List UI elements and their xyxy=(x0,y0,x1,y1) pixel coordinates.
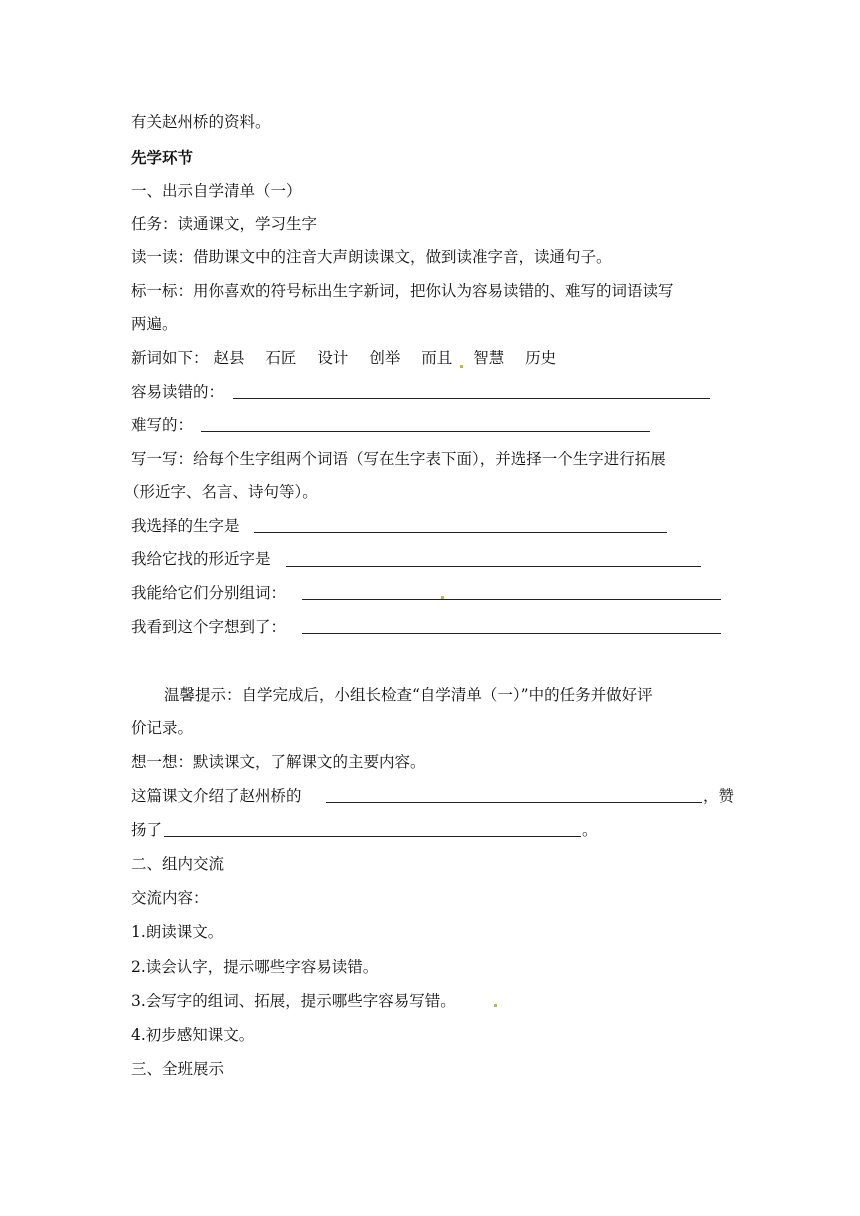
text-line: 三、全班展示 xyxy=(131,1060,225,1078)
word: 智慧 xyxy=(473,349,505,367)
section-heading: 先学环节 xyxy=(131,149,194,167)
text-line: 容易读错的： xyxy=(131,383,225,401)
text-line: 温馨提示：自学完成后，小组长检查“自学清单（一）”中的任务并做好评 xyxy=(164,686,653,704)
answer-blank[interactable] xyxy=(302,633,721,634)
text-line: 有关赵州桥的资料。 xyxy=(131,113,271,131)
answer-blank[interactable] xyxy=(302,599,721,600)
word: 而且 xyxy=(421,349,453,367)
text-line: 交流内容： xyxy=(131,889,209,907)
text-line: 我选择的生字是 xyxy=(131,517,240,535)
new-words-label: 新词如下： xyxy=(131,349,209,367)
list-item: 3.会写字的组词、拓展，提示哪些字容易写错。 xyxy=(131,992,456,1010)
answer-blank[interactable] xyxy=(286,566,701,567)
word: 石匠 xyxy=(265,349,297,367)
text-line: 我看到这个字想到了： xyxy=(131,618,287,636)
stray-mark xyxy=(460,365,463,368)
answer-blank[interactable] xyxy=(201,431,650,432)
answer-blank[interactable] xyxy=(164,836,581,837)
list-item: 1.朗读课文。 xyxy=(131,923,224,941)
word: 设计 xyxy=(317,349,349,367)
text-line: 难写的： xyxy=(131,416,194,434)
text-line: 二、组内交流 xyxy=(131,855,225,873)
word: 赵县 xyxy=(213,349,245,367)
text-line: ，赞 xyxy=(703,787,735,805)
stray-mark xyxy=(441,596,444,599)
answer-blank[interactable] xyxy=(326,802,702,803)
text-line: 我给它找的形近字是 xyxy=(131,550,271,568)
text-line: 。 xyxy=(582,821,598,839)
list-item: 4.初步感知课文。 xyxy=(131,1026,255,1044)
new-words-line xyxy=(131,348,572,368)
text-line: 价记录。 xyxy=(131,719,194,737)
word: 历史 xyxy=(525,349,557,367)
text-line: （形近字、名言、诗句等）。 xyxy=(124,483,318,501)
stray-mark xyxy=(494,1004,497,1007)
answer-blank[interactable] xyxy=(254,532,667,533)
text-line: 写一写：给每个生字组两个词语（写在生字表下面），并选择一个生字进行拓展 xyxy=(131,450,666,468)
text-line: 这篇课文介绍了赵州桥的 xyxy=(131,787,302,805)
text-line: 扬了 xyxy=(131,821,163,839)
list-item: 2.读会认字，提示哪些字容易读错。 xyxy=(131,958,379,976)
text-line: 两遍。 xyxy=(131,315,178,333)
text-line: 我能给它们分别组词： xyxy=(131,584,287,602)
text-line: 标一标：用你喜欢的符号标出生字新词，把你认为容易读错的、难写的词语读写 xyxy=(131,282,674,300)
answer-blank[interactable] xyxy=(233,398,710,399)
text-line: 任务：读通课文，学习生字 xyxy=(131,215,318,233)
word: 创举 xyxy=(369,349,401,367)
text-line: 想一想：默读课文，了解课文的主要内容。 xyxy=(131,753,426,771)
text-line: 读一读：借助课文中的注音大声朗读课文，做到读准字音，读通句子。 xyxy=(131,248,612,266)
text-line: 一、出示自学清单（一） xyxy=(131,182,302,200)
